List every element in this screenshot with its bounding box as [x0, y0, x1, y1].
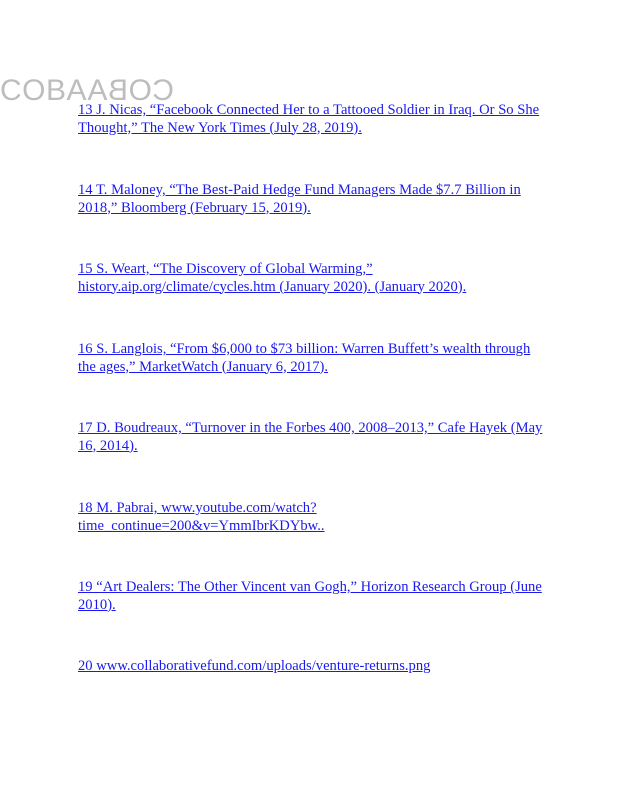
endnote-15-link[interactable]: 15 S. Weart, “The Discovery of Global Warming,” history.aip.org/climate/cycles.htm (January 2020). (January 2020). [78, 261, 467, 295]
endnote-17-link[interactable]: 17 D. Boudreaux, “Turnover in the Forbes 400, 2008–2013,” Cafe Hayek (May 16, 2014). [78, 420, 543, 454]
endnote-16-link[interactable]: 16 S. Langlois, “From $6,000 to $73 billion: Warren Buffett’s wealth through the ages,” MarketWatch (January 6, 2017). [78, 341, 531, 375]
endnote-18-link[interactable]: 18 M. Pabrai, www.youtube.com/watch?time_continue=200&v=YmmIbrKDYbw.. [78, 500, 325, 534]
endnote-15 [78, 261, 548, 296]
endnote-20-link[interactable]: 20 www.collaborativefund.com/uploads/venture-returns.png [78, 658, 431, 674]
endnote-13 [78, 102, 548, 137]
endnote-17 [78, 420, 548, 455]
watermark-text: COBA [0, 74, 88, 107]
endnote-13-link[interactable]: 13 J. Nicas, “Facebook Connected Her to a Tattooed Soldier in Iraq. Or So She Thought,” The New York Times (July 28, 2019). [78, 102, 540, 136]
endnote-19 [78, 579, 548, 614]
endnote-19-link[interactable]: 19 “Art Dealers: The Other Vincent van Gogh,” Horizon Research Group (June 2010). [78, 579, 542, 613]
endnote-14-link[interactable]: 14 T. Maloney, “The Best-Paid Hedge Fund Managers Made $7.7 Billion in 2018,” Bloomberg (February 15, 2019). [78, 182, 521, 216]
endnote-14 [78, 182, 548, 217]
endnote-16 [78, 341, 548, 376]
endnote-20 [78, 658, 548, 676]
endnote-18 [78, 500, 548, 535]
watermark-text-mirrored: COBA [87, 74, 175, 107]
